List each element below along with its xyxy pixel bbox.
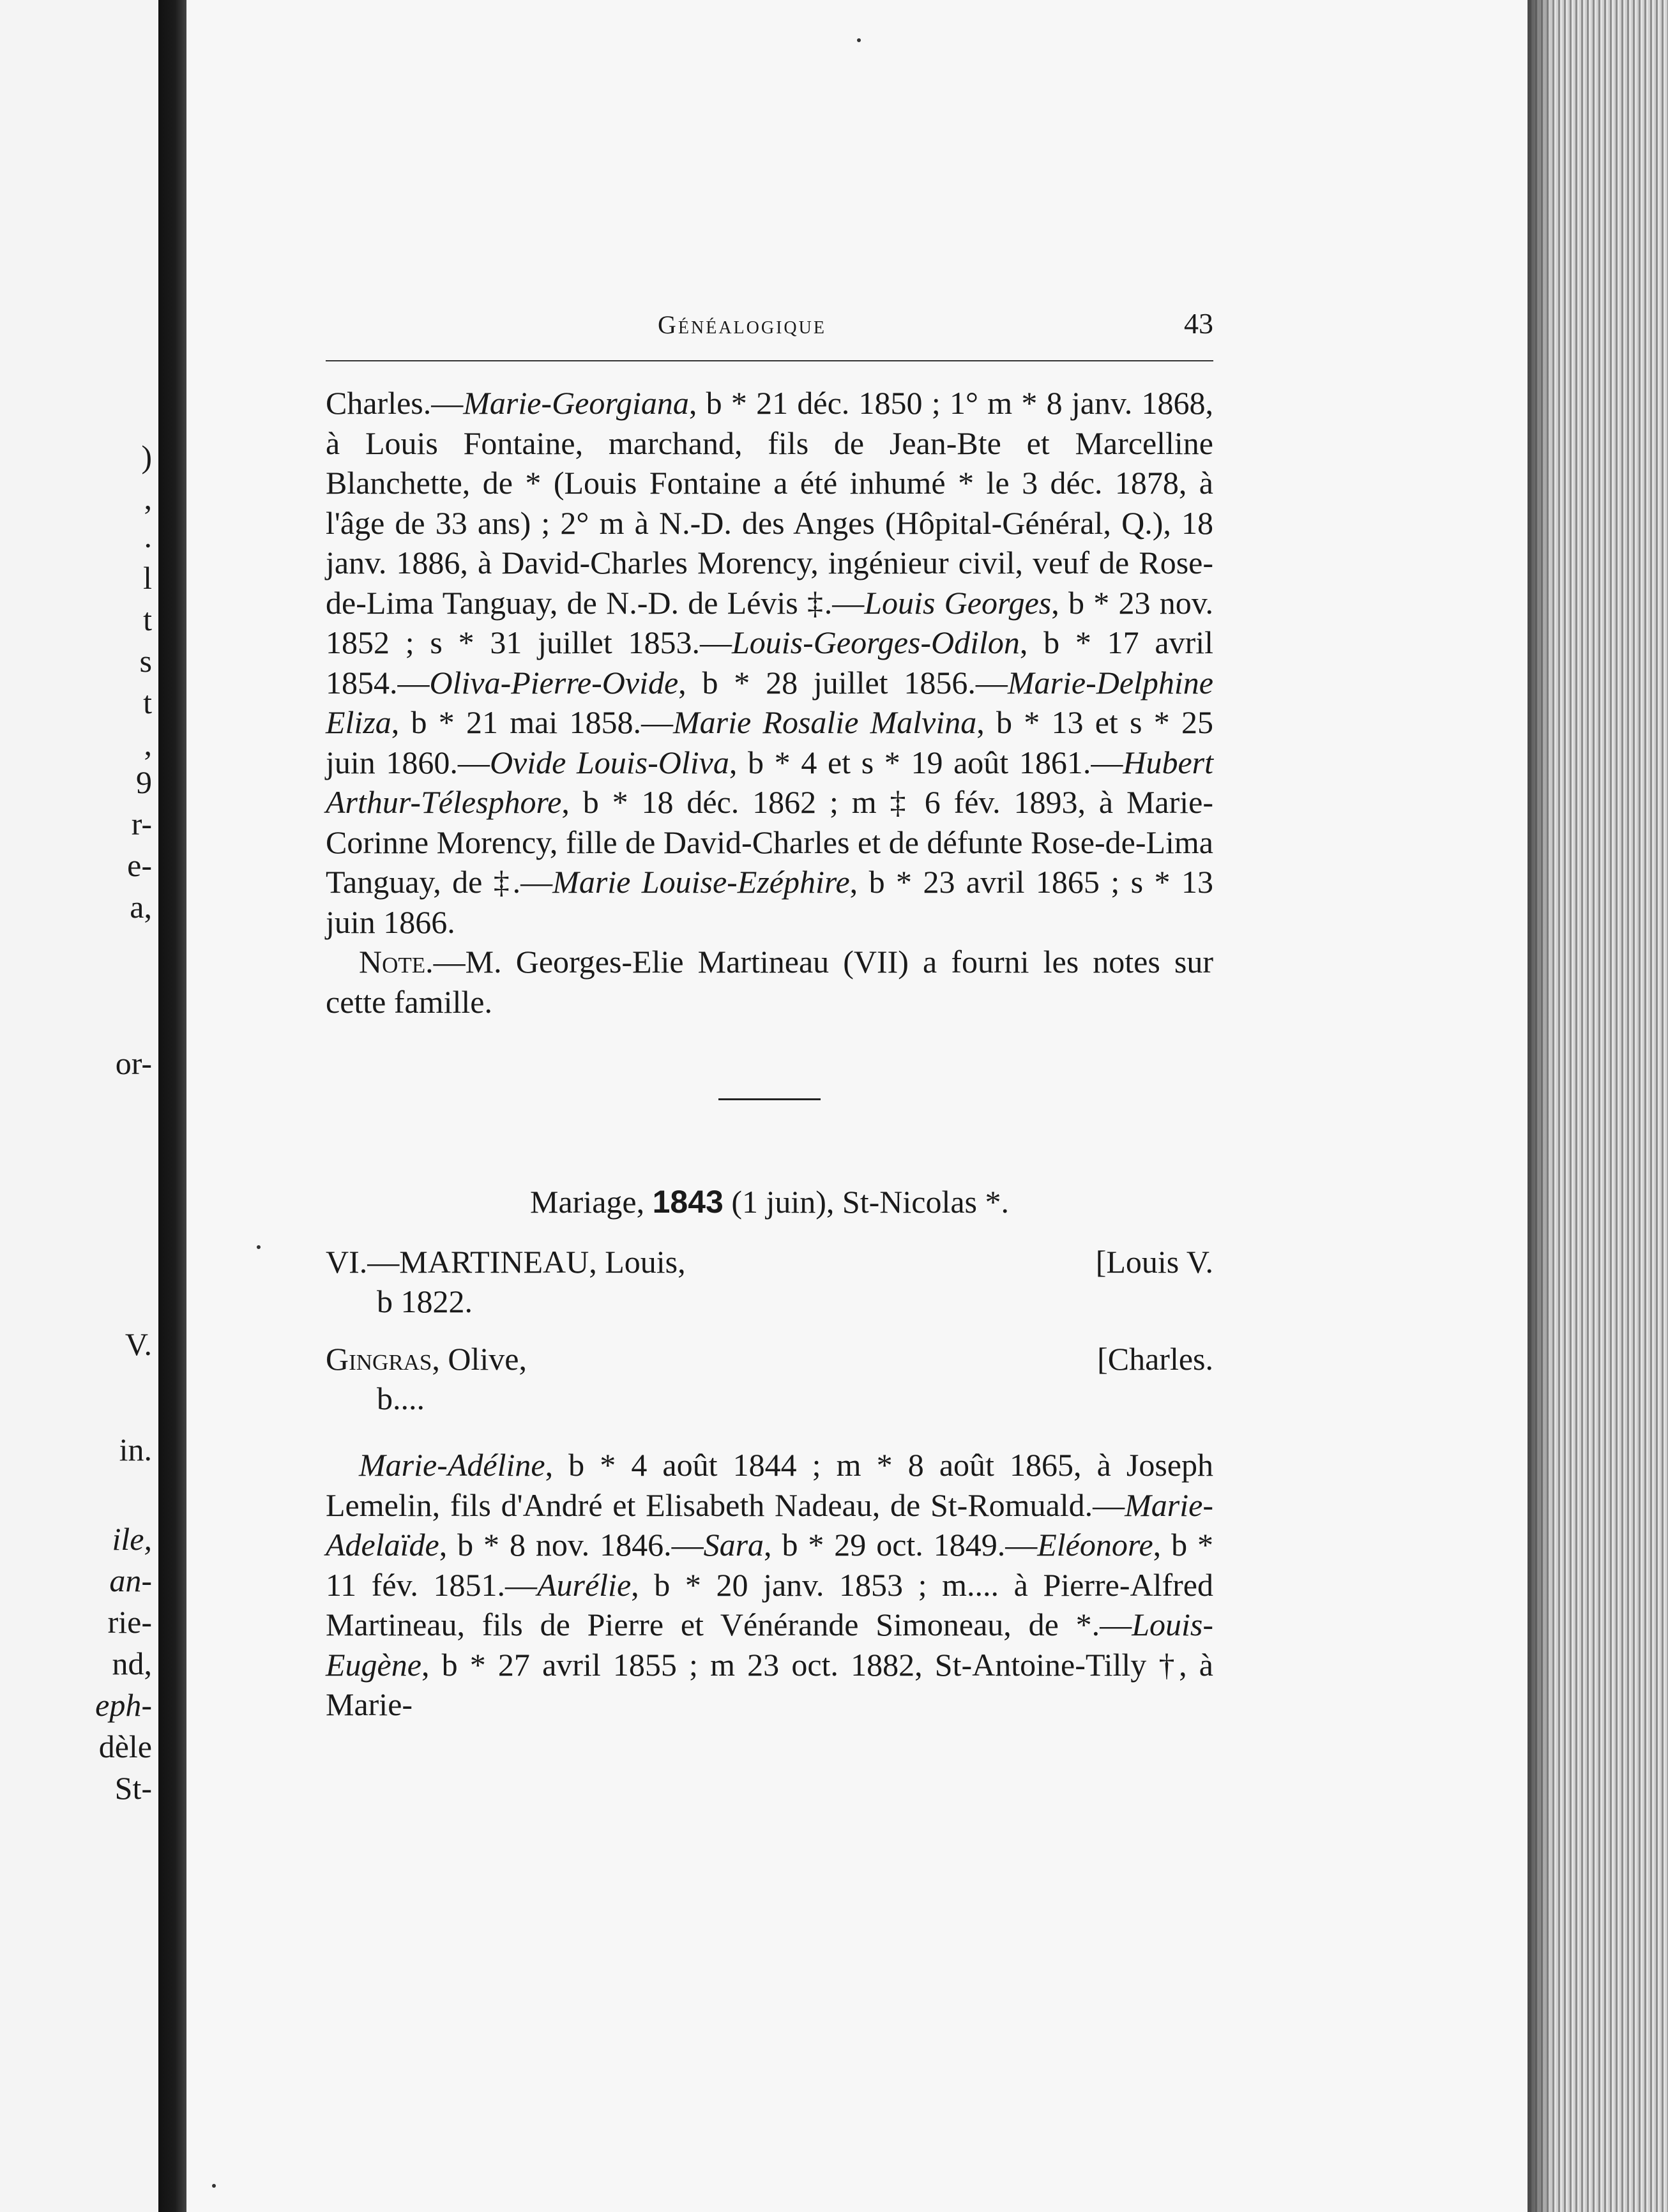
left-fragment: r- xyxy=(131,806,152,842)
left-fragment: t xyxy=(143,685,152,720)
ink-speck xyxy=(257,1245,261,1249)
note-paragraph xyxy=(326,942,1213,1022)
left-fragment: ile, xyxy=(112,1521,152,1557)
left-fragment: or- xyxy=(115,1045,152,1081)
left-fragment: ) xyxy=(141,439,152,474)
wife-given: , Olive, xyxy=(432,1341,527,1377)
child-name: Marie-Adéline xyxy=(359,1447,545,1483)
text-run: , b * 23 avril 1865 ; s * 13 juin 1866. xyxy=(326,864,1213,940)
left-fragment: nd, xyxy=(112,1646,152,1681)
book-gutter xyxy=(158,0,186,2212)
text-run: , b * 18 déc. 1862 ; m ‡ 6 fév. 1893, à Marie-Corinne Morency, fille de David-Charles et de défunte Rose-de-Lima Tanguay, de ‡.— xyxy=(326,784,1213,900)
wife-surname: Gingras xyxy=(326,1341,432,1377)
child-name: Louis-Eugène xyxy=(326,1607,1213,1683)
left-fragment: s xyxy=(139,643,152,679)
left-fragment: t xyxy=(143,602,152,637)
child-name: Sara xyxy=(703,1527,764,1563)
text-run: Charles.— xyxy=(326,385,464,421)
husband-birth: b 1822. xyxy=(377,1284,473,1319)
child-name: Louis-Georges-Odilon xyxy=(731,625,1020,660)
marriage-year: 1843 xyxy=(652,1184,724,1220)
note-label: Note. xyxy=(359,944,434,980)
left-fragment: St- xyxy=(114,1770,152,1806)
child-name: Eléonore xyxy=(1037,1527,1153,1563)
wife-parent: [Charles. xyxy=(1097,1341,1213,1377)
text-run: , b * 8 nov. 1846.— xyxy=(439,1527,704,1563)
child-name: Marie-Delphine Eliza xyxy=(326,664,1213,740)
text-run: , b * 13 et s * 25 juin 1860.— xyxy=(326,704,1213,780)
child-name: Marie Rosalie Malvina xyxy=(672,704,977,740)
left-fragment: , xyxy=(144,480,152,516)
husband-name: VI.—MARTINEAU, Louis, xyxy=(326,1244,686,1280)
wife-name xyxy=(326,1339,527,1379)
left-fragment: a, xyxy=(130,889,152,925)
left-fragment: rie- xyxy=(107,1604,152,1640)
child-name: Louis Georges xyxy=(864,584,1052,621)
child-name: Marie-Georgiana xyxy=(463,385,689,421)
left-fragment: 9 xyxy=(136,764,152,800)
page-header xyxy=(326,307,1213,358)
left-fragment: eph- xyxy=(95,1687,152,1723)
text-run: , b * 29 oct. 1849.— xyxy=(764,1527,1038,1563)
children-paragraph xyxy=(326,1445,1213,1725)
left-fragment: dèle xyxy=(98,1729,152,1764)
child-name: Ovide Louis-Oliva xyxy=(489,744,729,780)
text-run: , b * 28 juillet 1856.— xyxy=(678,664,1008,701)
left-fragment: an- xyxy=(109,1563,152,1598)
page-content xyxy=(326,307,1213,1757)
text-run: , b * 17 avril 1854.— xyxy=(326,625,1213,701)
genealogy-paragraph xyxy=(326,383,1213,942)
header-rule xyxy=(326,360,1213,361)
page-number: 43 xyxy=(1184,307,1213,340)
text-run: , b * 27 avril 1855 ; m 23 oct. 1882, St-Antoine-Tilly †, à Marie- xyxy=(326,1646,1213,1722)
child-name: Aurélie xyxy=(536,1566,632,1603)
adjacent-left-page xyxy=(0,0,158,2212)
text-run: , b * 23 nov. 1852 ; s * 31 juillet 1853.— xyxy=(326,584,1213,660)
wife-birth: b.... xyxy=(377,1381,425,1416)
left-fragment: in. xyxy=(119,1432,152,1467)
page-edges xyxy=(1528,0,1668,2212)
husband-entry xyxy=(326,1242,1213,1282)
child-name: Marie-Adelaïde xyxy=(326,1487,1213,1563)
running-head: Généalogique xyxy=(658,310,826,339)
text-run: , b * 4 août 1844 ; m * 8 août 1865, à Joseph Lemelin, fils d'André et Elisabeth Nadeau, de St-Romuald.— xyxy=(326,1447,1213,1523)
section-divider xyxy=(718,1098,821,1100)
marriage-heading xyxy=(326,1183,1213,1220)
marriage-prefix: Mariage, xyxy=(530,1184,653,1220)
marriage-suffix: (1 juin), St-Nicolas *. xyxy=(723,1184,1009,1220)
text-run: , b * 21 déc. 1850 ; 1° m * 8 janv. 1868, à Louis Fontaine, marchand, fils de Jean-Bte et Marcelline Blanchette, de * (Louis Fontaine a été inhumé * le 3 déc. 1878, à l'âge de 33 ans) ; 2° m à N.-D. des Anges (Hôpital-Général, Q.), 18 janv. 1886, à David-Charles Morency, ingénieur civil, veuf de Rose-de-Lima Tanguay, de N.-D. de Lévis ‡.— xyxy=(326,385,1213,621)
text-run: , b * 11 fév. 1851.— xyxy=(326,1527,1213,1603)
wife-entry xyxy=(326,1339,1213,1379)
text-run: , b * 20 janv. 1853 ; m.... à Pierre-Alfred Martineau, fils de Pierre et Vénérande Simoneau, de *.— xyxy=(326,1566,1213,1642)
left-fragment: e- xyxy=(127,847,152,883)
child-name: Hubert Arthur-Télesphore xyxy=(326,744,1213,820)
page-edge-shadow xyxy=(1528,0,1553,2212)
husband-parent: [Louis V. xyxy=(1095,1244,1213,1280)
ink-speck xyxy=(857,38,861,42)
left-fragment: , xyxy=(144,726,152,762)
left-fragment: l xyxy=(143,560,152,596)
ink-speck xyxy=(212,2184,216,2188)
text-run: , b * 4 et s * 19 août 1861.— xyxy=(729,744,1123,780)
child-name: Marie Louise-Ezéphire xyxy=(552,864,850,900)
text-run: , b * 21 mai 1858.— xyxy=(391,704,673,740)
left-fragment: V. xyxy=(125,1326,152,1362)
note-text: —M. Georges-Elie Martineau (VII) a fourni les notes sur cette famille. xyxy=(326,944,1213,1020)
left-fragment: . xyxy=(144,519,152,554)
child-name: Oliva-Pierre-Ovide xyxy=(429,664,679,701)
